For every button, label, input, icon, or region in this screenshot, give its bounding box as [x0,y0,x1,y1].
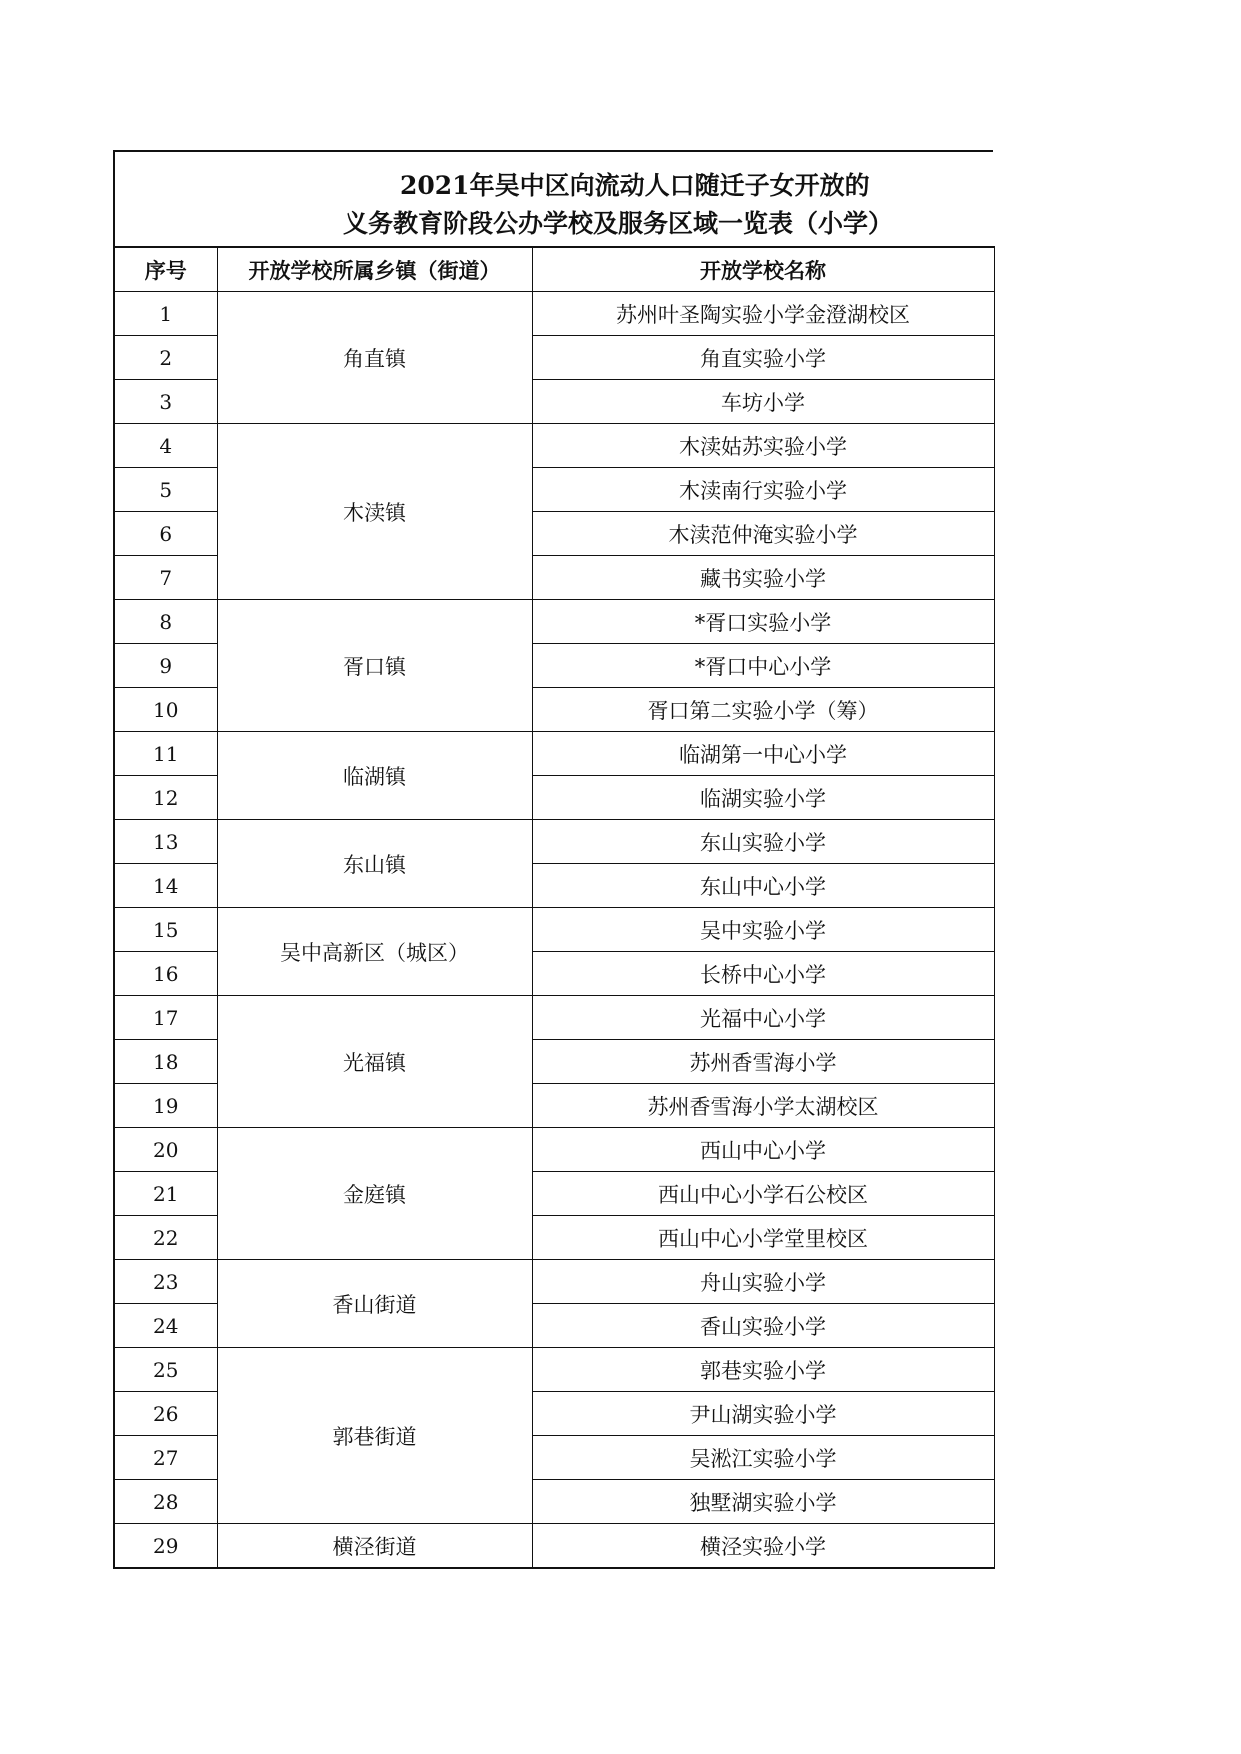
school-list-sheet [113,150,993,1569]
row-index: 6 [114,512,217,556]
school-name-cell: 东山实验小学 [532,820,994,864]
school-name-cell: 角直实验小学 [532,336,994,380]
row-index: 21 [114,1172,217,1216]
row-index: 9 [114,644,217,688]
header-town: 开放学校所属乡镇（街道） [217,247,532,292]
row-index: 25 [114,1348,217,1392]
school-name-cell: 郭巷实验小学 [532,1348,994,1392]
school-name-cell: 东山中心小学 [532,864,994,908]
row-index: 17 [114,996,217,1040]
school-name-cell: *胥口实验小学 [532,600,994,644]
town-cell: 角直镇 [217,292,532,424]
town-cell: 郭巷街道 [217,1348,532,1524]
table-row [114,732,994,776]
row-index: 19 [114,1084,217,1128]
school-name-cell: 苏州叶圣陶实验小学金澄湖校区 [532,292,994,336]
town-cell: 香山街道 [217,1260,532,1348]
school-name-cell: 车坊小学 [532,380,994,424]
row-index: 7 [114,556,217,600]
row-index: 1 [114,292,217,336]
school-name-cell: 木渎范仲淹实验小学 [532,512,994,556]
row-index: 4 [114,424,217,468]
school-name-cell: 舟山实验小学 [532,1260,994,1304]
row-index: 2 [114,336,217,380]
town-cell: 光福镇 [217,996,532,1128]
school-name-cell: 木渎南行实验小学 [532,468,994,512]
table-row [114,292,994,336]
town-cell: 金庭镇 [217,1128,532,1260]
school-name-cell: 木渎姑苏实验小学 [532,424,994,468]
row-index: 15 [114,908,217,952]
row-index: 27 [114,1436,217,1480]
row-index: 18 [114,1040,217,1084]
row-index: 10 [114,688,217,732]
school-name-cell: 独墅湖实验小学 [532,1480,994,1524]
school-name-cell: *胥口中心小学 [532,644,994,688]
row-index: 16 [114,952,217,996]
school-name-cell: 藏书实验小学 [532,556,994,600]
table-row [114,996,994,1040]
school-name-cell: 尹山湖实验小学 [532,1392,994,1436]
school-name-cell: 光福中心小学 [532,996,994,1040]
school-name-cell: 胥口第二实验小学（筹） [532,688,994,732]
school-name-cell: 苏州香雪海小学太湖校区 [532,1084,994,1128]
school-name-cell: 西山中心小学堂里校区 [532,1216,994,1260]
table-row [114,908,994,952]
table-row [114,820,994,864]
town-cell: 临湖镇 [217,732,532,820]
row-index: 3 [114,380,217,424]
table-row [114,1524,994,1569]
header-index: 序号 [114,247,217,292]
header-school: 开放学校名称 [532,247,994,292]
header-row [114,247,994,292]
table-body [114,292,994,1569]
table-row [114,1260,994,1304]
town-cell: 东山镇 [217,820,532,908]
title-line-2: 义务教育阶段公办学校及服务区域一览表（小学） [343,209,894,238]
row-index: 13 [114,820,217,864]
row-index: 8 [114,600,217,644]
town-cell: 木渎镇 [217,424,532,600]
row-index: 5 [114,468,217,512]
title-line-1: 2021年吴中区向流动人口随迁子女开放的 [400,171,870,200]
school-name-cell: 临湖实验小学 [532,776,994,820]
row-index: 29 [114,1524,217,1569]
school-name-cell: 西山中心小学 [532,1128,994,1172]
row-index: 11 [114,732,217,776]
title-block [113,150,993,246]
school-name-cell: 吴淞江实验小学 [532,1436,994,1480]
row-index: 12 [114,776,217,820]
table-row [114,1128,994,1172]
school-name-cell: 长桥中心小学 [532,952,994,996]
school-name-cell: 香山实验小学 [532,1304,994,1348]
school-name-cell: 吴中实验小学 [532,908,994,952]
table-row [114,424,994,468]
table-row [114,600,994,644]
table-row [114,1348,994,1392]
school-name-cell: 苏州香雪海小学 [532,1040,994,1084]
row-index: 26 [114,1392,217,1436]
row-index: 22 [114,1216,217,1260]
row-index: 28 [114,1480,217,1524]
school-table [113,246,995,1569]
school-name-cell: 横泾实验小学 [532,1524,994,1569]
school-name-cell: 临湖第一中心小学 [532,732,994,776]
row-index: 20 [114,1128,217,1172]
town-cell: 吴中高新区（城区） [217,908,532,996]
town-cell: 横泾街道 [217,1524,532,1569]
row-index: 23 [114,1260,217,1304]
row-index: 24 [114,1304,217,1348]
school-name-cell: 西山中心小学石公校区 [532,1172,994,1216]
row-index: 14 [114,864,217,908]
town-cell: 胥口镇 [217,600,532,732]
